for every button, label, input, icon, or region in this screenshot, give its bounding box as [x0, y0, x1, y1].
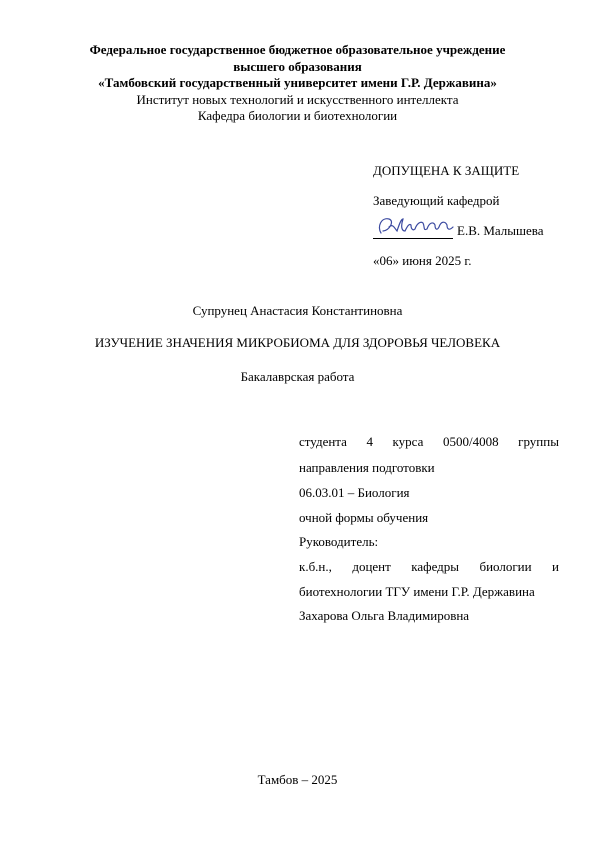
supervisor-word: биологии [479, 559, 532, 574]
institute-name: Институт новых технологий и искусственного интеллекта [136, 91, 459, 107]
signature-line [373, 238, 453, 239]
course-word: группы [518, 434, 559, 449]
institution-line-2: высшего образования [233, 58, 362, 74]
head-name: Е.В. Малышева [457, 223, 544, 238]
course-word: студента [299, 434, 347, 449]
supervisor-name: Захарова Ольга Владимировна [299, 608, 470, 623]
supervisor-degree-line [299, 559, 559, 575]
supervisor-word: и [552, 559, 559, 574]
course-word: 0500/4008 [442, 434, 499, 449]
supervisor-affiliation: биотехнологии ТГУ имени Г.Р. Державина [299, 584, 535, 599]
supervisor-word: кафедры [411, 559, 460, 574]
approval-title: ДОПУЩЕНА К ЗАЩИТЕ [373, 163, 520, 178]
study-form: очной формы обучения [299, 510, 429, 525]
supervisor-label: Руководитель: [299, 534, 379, 549]
work-type: Бакалаврская работа [240, 369, 355, 384]
author-name: Супрунец Анастасия Константиновна [192, 303, 403, 318]
university-name: «Тамбовский государственный университет имени Г.Р. Державина» [98, 75, 497, 90]
course-word: 4 [366, 434, 373, 449]
approval-position: Заведующий кафедрой [373, 193, 500, 208]
study-direction: направления подготовки [299, 460, 435, 475]
department-name: Кафедра биологии и биотехнологии [197, 108, 398, 123]
thesis-title: ИЗУЧЕНИЕ ЗНАЧЕНИЯ МИКРОБИОМА ДЛЯ ЗДОРОВЬЯ ЧЕЛОВЕКА [94, 335, 501, 350]
supervisor-word: к.б.н., [299, 559, 332, 574]
institution-header [60, 42, 535, 125]
student-course-line [299, 434, 559, 450]
institution-line-1: Федеральное государственное бюджетное образовательное учреждение [89, 42, 506, 57]
signature-image [375, 213, 459, 241]
supervisor-word: доцент [352, 559, 391, 574]
direction-code: 06.03.01 – Биология [299, 485, 410, 500]
city-year: Тамбов – 2025 [257, 772, 338, 787]
approval-date: «06» июня 2025 г. [373, 253, 472, 268]
course-word: курса [392, 434, 424, 449]
